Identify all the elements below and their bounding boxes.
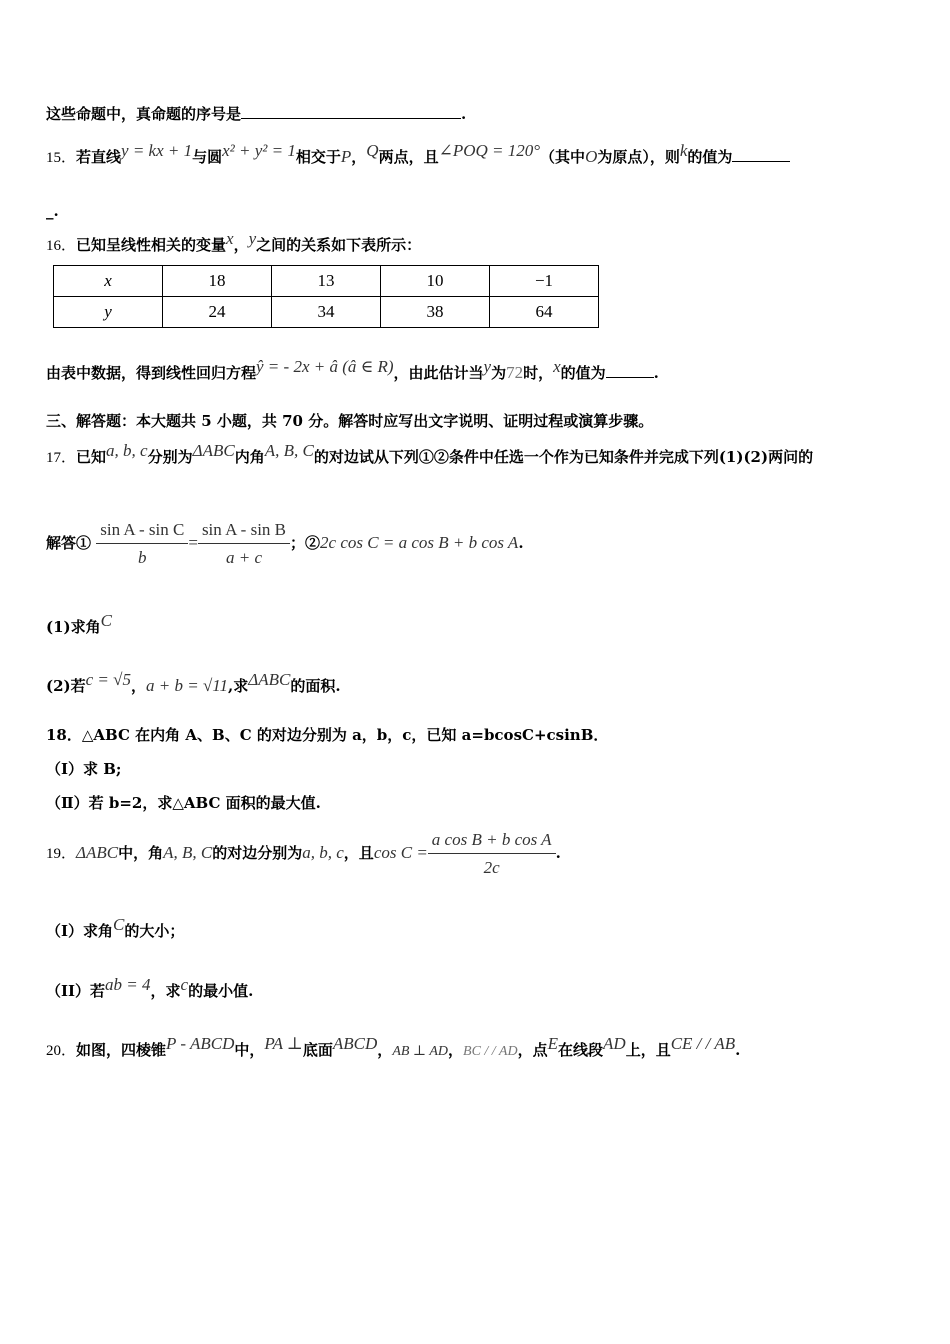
question-18-part-2: （Ⅱ）若 b=2，求△ABC 面积的最大值.: [46, 794, 321, 812]
table-cell: y: [54, 297, 163, 328]
question-17-part-1: (1)求角C: [46, 611, 112, 636]
table-cell: x: [54, 266, 163, 297]
question-16-regression: 由表中数据，得到线性回归方程ŷ = - 2x + â (â ∈ R)，由此估计当y为72时，x的值为 .: [46, 357, 659, 382]
answer-blank[interactable]: [732, 147, 790, 162]
table-cell: 34: [272, 297, 381, 328]
question-17: 17．已知a, b, c分别为ΔABC内角A, B, C的对边试从下列①②条件中任选一个作为已知条件并完成下列(1)(2)两问的: [46, 441, 814, 466]
table-cell: 10: [381, 266, 490, 297]
table-cell: 24: [163, 297, 272, 328]
fraction-1: $\frac{\text{sin A - sin C}}{b}$: [96, 520, 188, 568]
question-15: 15．若直线y = kx + 1与圆x² + y² = 1相交于P，Q两点，且∠POQ = 120°（其中O为原点），则k的值为: [46, 146, 910, 167]
question-18: 18．△ABC 在内角 A、B、C 的对边分别为 a，b，c，已知 a=bcosC+csinB．: [46, 726, 609, 744]
question-18-part-1: （Ⅰ）求 B;: [46, 760, 122, 778]
table-row: [54, 297, 599, 328]
question-15-tail: _.: [46, 202, 59, 220]
fraction-2: $\frac{\text{sin A - sin B}}{a + c}$: [198, 520, 290, 568]
answer-blank[interactable]: [241, 104, 461, 119]
table-cell: 38: [381, 297, 490, 328]
question-17-part-2: (2)若c = √5，a + b = √11,求ΔABC的面积.: [46, 670, 341, 695]
question-17-conditions: 解答① $\frac{\text{sin A - sin C}}{b}$ = $\frac{\text{sin A - sin B}}{a + c}$ ；②2c cos C = a cos B + b cos A.: [46, 520, 524, 567]
table-row: [54, 266, 599, 297]
fraction-3: $\frac{\text{a cos B + b cos A}}{2c}$: [428, 830, 556, 878]
table-cell: −1: [490, 266, 599, 297]
question-19-part-1: （I）求角C的大小；: [46, 915, 185, 940]
question-16: 16．已知呈线性相关的变量x，y之间的关系如下表所示：: [46, 229, 422, 254]
table-cell: 18: [163, 266, 272, 297]
question-19-part-2: （II）若ab = 4，求c的最小值.: [46, 975, 254, 1000]
data-table: [53, 265, 599, 328]
true-propositions-line: 这些命题中，真命题的序号是 .: [46, 105, 467, 123]
table-cell: 64: [490, 297, 599, 328]
answer-blank[interactable]: [606, 363, 654, 378]
table-cell: 13: [272, 266, 381, 297]
section-3-heading: 三、解答题：本大题共 5 小题，共 70 分。解答时应写出文字说明、证明过程或演算步骤。: [46, 412, 654, 430]
question-19: 19．ΔABC中，角A, B, C的对边分别为a, b, c，且cos C = $\frac{\text{a cos B + b cos A}}{2c}$ .: [46, 830, 561, 877]
question-20: 20．如图，四棱锥P - ABCD中，PA ⊥底面ABCD，AB ⊥ AD，BC / / AD，点E在线段AD上，且CE / / AB.: [46, 1034, 741, 1059]
